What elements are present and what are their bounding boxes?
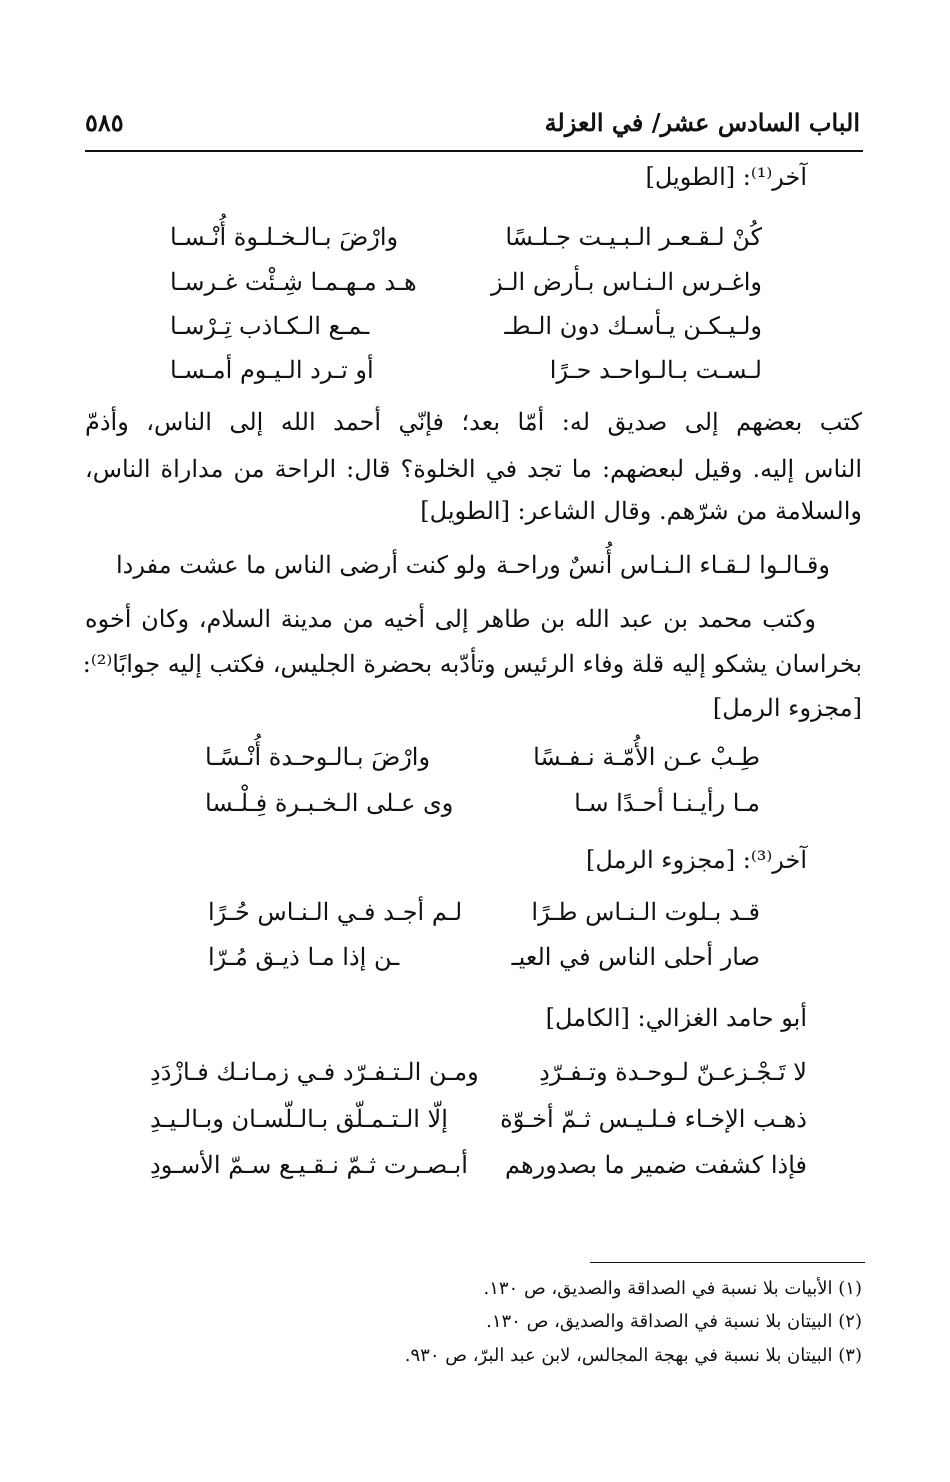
single-verse-first-hemistich: وقـالـوا لـقـاء الـنـاس أُنسٌ وراحـة: [496, 551, 830, 579]
footnote-3: (٣) البيتان بلا نسبة في بهجة المجالس، لابن عبد البرّ، ص ٩٣٠.: [404, 1345, 862, 1366]
verse-intro-1: آخر⁽¹⁾: [الطويل]: [645, 163, 807, 191]
verse-1-3-second-hemistich: ـمـع الـكـاذب تِـرْسـا: [170, 312, 370, 340]
page-number: ٥٨٥: [85, 108, 124, 137]
verse-1-3-first-hemistich: ولـيـكـن يـأسـك دون الـطـ: [504, 312, 762, 340]
verse-2-2-second-hemistich: وى عـلى الـخـبـرة فِـلْـسا: [205, 789, 454, 817]
verse-4-2-second-hemistich: إلّا الـتـمـلّق بـالـلّسـان وبـالـيـدِ: [150, 1105, 448, 1133]
prose-2-line-3: [مجزوء الرمل]: [712, 694, 862, 722]
verse-1-4-second-hemistich: أو تـرد الـيـوم أمـسـا: [170, 356, 374, 384]
prose-1-line-1: كتب بعضهم إلى صديق له: أمّا بعد؛ فإنّي أحمد الله إلى الناس، وأذمّ: [85, 408, 862, 436]
footnote-2: (٢) البيتان بلا نسبة في الصداقة والصديق، ص ١٣٠.: [486, 1311, 862, 1332]
footnote-1: (١) الأبيات بلا نسبة في الصداقة والصديق، ص ١٣٠.: [483, 1278, 862, 1299]
single-verse-second-hemistich: ولو كنت أرضى الناس ما عشت مفردا: [116, 551, 487, 579]
prose-2-line-2: بخراسان يشكو إليه قلة وفاء الرئيس وتأدّبه بحضرة الجليس، فكتب إليه جوابًا⁽²⁾:: [82, 650, 862, 678]
verse-4-1-second-hemistich: ومـن الـتـفـرّد فـي زمـانـك فـازْدَدِ: [150, 1058, 479, 1086]
verse-1-4-first-hemistich: لـسـت بـالـواحـد حـرًا: [549, 356, 762, 384]
verse-2-1-second-hemistich: وارْضَ بـالـوحـدة أُنْـسًـا: [205, 743, 431, 771]
verse-3-2-second-hemistich: ـن إذا مـا ذيـق مُـرّا: [208, 943, 400, 971]
verse-2-1-first-hemistich: طِـبْ عـن الأُمّـة نـفـسًا: [533, 743, 760, 771]
verse-3-1-second-hemistich: لـم أجـد فـي الـنـاس حُـرًا: [208, 898, 463, 926]
verse-2-2-first-hemistich: مـا رأيـنـا أحـدًا سـا: [574, 789, 760, 817]
header-rule: [85, 150, 863, 152]
prose-1-line-3: والسلامة من شرّهم. وقال الشاعر: [الطويل]: [420, 497, 862, 525]
verse-1-2-first-hemistich: واغـرس الـنـاس بـأرض الـز: [490, 268, 762, 296]
verse-intro-3: آخر⁽³⁾: [مجزوء الرمل]: [586, 846, 807, 874]
prose-2-line-1: وكتب محمد بن عبد الله بن طاهر إلى أخيه من مدينة السلام، وكان أخوه: [85, 605, 816, 633]
verse-3-1-first-hemistich: قـد بـلوت الـنـاس طـرًا: [531, 898, 760, 926]
verse-4-2-first-hemistich: ذهـب الإخـاء فـلـيـس ثـمّ أخـوّة: [500, 1105, 807, 1133]
prose-1-line-2: الناس إليه. وقيل لبعضهم: ما تجد في الخلوة؟ قال: الراحة من مداراة الناس،: [85, 455, 862, 483]
verse-1-1-second-hemistich: وارْضَ بـالـخـلـوة أُنْـسـا: [170, 223, 399, 251]
running-title: الباب السادس عشر/ في العزلة: [544, 108, 860, 137]
footnote-rule: [590, 1262, 865, 1263]
verse-3-2-first-hemistich: صار أحلى الناس في العيـ: [511, 943, 760, 971]
verse-4-3-second-hemistich: أبـصـرت ثـمّ نـقـيـع سـمّ الأسـودِ: [150, 1151, 468, 1179]
verse-intro-4: أبو حامد الغزالي: [الكامل]: [545, 1004, 807, 1032]
verse-4-1-first-hemistich: لا تَـجْـزعـنّ لـوحـدة وتـفـرّدِ: [539, 1058, 807, 1086]
page-header: [85, 108, 860, 148]
verse-1-2-second-hemistich: هـد مـهـمـا شِـئْت غـرسـا: [170, 268, 417, 296]
verse-4-3-first-hemistich: فإذا كشفت ضمير ما بصدورهم: [504, 1151, 807, 1179]
verse-1-1-first-hemistich: كُنْ لـقـعـر الـبـيـت جـلـسًا: [505, 223, 762, 251]
